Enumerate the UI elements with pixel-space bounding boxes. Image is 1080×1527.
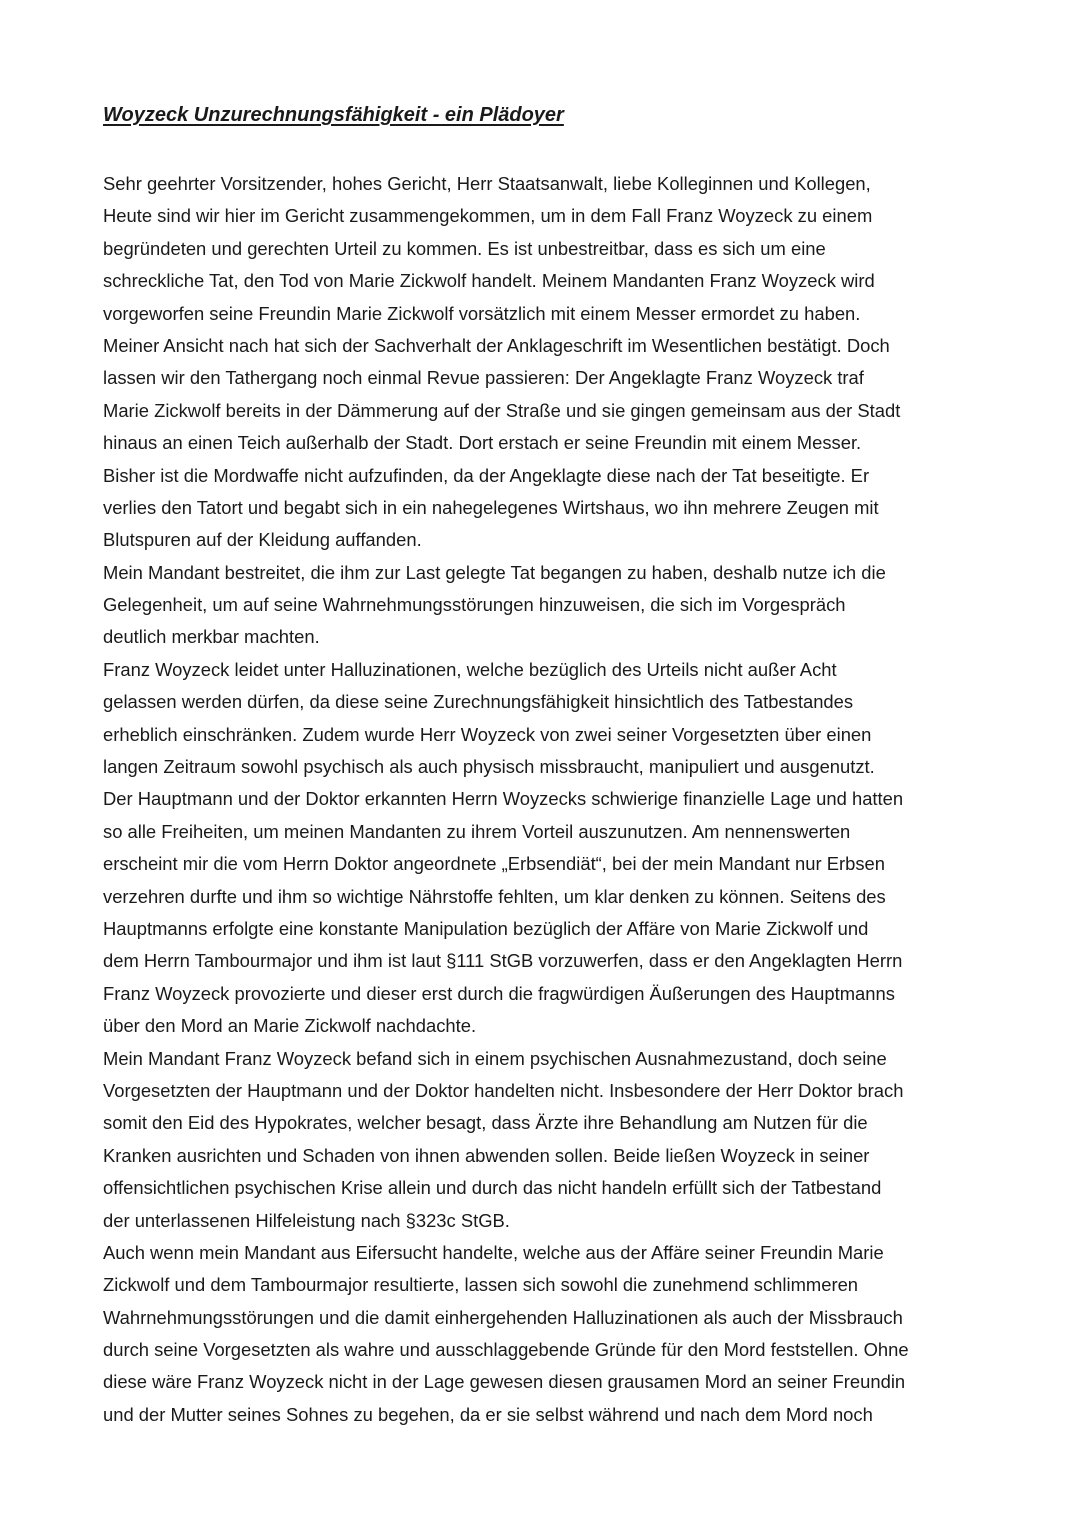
text-line: Sehr geehrter Vorsitzender, hohes Gericht, Herr Staatsanwalt, liebe Kolleginnen und Kollegen, (103, 173, 871, 194)
text-line: Franz Woyzeck provozierte und dieser erst durch die fragwürdigen Äußerungen des Hauptmanns (103, 982, 895, 1004)
text-line: der unterlassenen Hilfeleistung nach §323c StGB. (103, 1209, 510, 1231)
text-line: Kranken ausrichten und Schaden von ihnen abwenden sollen. Beide ließen Woyzeck in seiner (103, 1144, 870, 1166)
text-line: gelassen werden dürfen, da diese seine Zurechnungsfähigkeit hinsichtlich des Tatbestandes (103, 691, 854, 713)
document-body (103, 168, 993, 1431)
text-line: Mein Mandant Franz Woyzeck befand sich in einem psychischen Ausnahmezustand, doch seine (103, 1047, 887, 1069)
text-line: offensichtlichen psychischen Krise allein und durch das nicht handeln erfüllt sich der Tatbestand (103, 1177, 882, 1199)
text-line: diese wäre Franz Woyzeck nicht in der Lage gewesen diesen grausamen Mord an seiner Freundin (103, 1371, 906, 1393)
document-title: Woyzeck Unzurechnungsfähigkeit - ein Plädoyer (103, 104, 564, 126)
text-line: verzehren durfte und ihm so wichtige Nährstoffe fehlten, um klar denken zu können. Seitens des (103, 885, 886, 907)
text-line: Auch wenn mein Mandant aus Eifersucht handelte, welche aus der Affäre seiner Freundin Marie (103, 1241, 884, 1263)
text-line: somit den Eid des Hypokrates, welcher besagt, dass Ärzte ihre Behandlung am Nutzen für die (103, 1112, 868, 1134)
text-line: lassen wir den Tathergang noch einmal Revue passieren: Der Angeklagte Franz Woyzeck traf (103, 367, 864, 389)
text-line: erscheint mir die vom Herrn Doktor angeordnete „Erbsendiät“, bei der mein Mandant nur Erbsen (103, 853, 885, 875)
text-line: hinaus an einen Teich außerhalb der Stadt. Dort erstach er seine Freundin mit einem Messer. (103, 432, 862, 454)
text-line: erheblich einschränken. Zudem wurde Herr Woyzeck von zwei seiner Vorgesetzten über einen (103, 723, 872, 745)
text-line: Der Hauptmann und der Doktor erkannten Herrn Woyzecks schwierige finanzielle Lage und hatten (103, 788, 904, 810)
text-line: Bisher ist die Mordwaffe nicht aufzufinden, da der Angeklagte diese nach der Tat beseitigte. Er (103, 464, 870, 486)
text-line: Zickwolf und dem Tambourmajor resultierte, lassen sich sowohl die zunehmend schlimmeren (103, 1274, 859, 1296)
text-line: begründeten und gerechten Urteil zu kommen. Es ist unbestreitbar, dass es sich um eine (103, 237, 826, 259)
document-page (103, 100, 993, 1431)
text-line: vorgeworfen seine Freundin Marie Zickwolf vorsätzlich mit einem Messer ermordet zu haben. (103, 302, 861, 324)
text-line: Meiner Ansicht nach hat sich der Sachverhalt der Anklageschrift im Wesentlichen bestätigt. Doch (103, 334, 890, 356)
text-line: Franz Woyzeck leidet unter Halluzinationen, welche bezüglich des Urteils nicht außer Acht (103, 658, 837, 680)
text-line: Wahrnehmungsstörungen und die damit einhergehenden Halluzinationen als auch der Missbrauch (103, 1306, 903, 1328)
text-line: Heute sind wir hier im Gericht zusammengekommen, um in dem Fall Franz Woyzeck zu einem (103, 205, 873, 227)
text-line: Marie Zickwolf bereits in der Dämmerung auf der Straße und sie gingen gemeinsam aus der Stadt (103, 399, 901, 421)
text-line: Mein Mandant bestreitet, die ihm zur Last gelegte Tat begangen zu haben, deshalb nutze ich die (103, 561, 886, 583)
text-line: verlies den Tatort und begabt sich in ein nahegelegenes Wirtshaus, wo ihn mehrere Zeugen mit (103, 496, 879, 518)
text-line: langen Zeitraum sowohl psychisch als auch physisch missbraucht, manipuliert und ausgenutzt. (103, 756, 875, 778)
text-line: durch seine Vorgesetzten als wahre und ausschlaggebende Gründe für den Mord feststellen. Ohne (103, 1339, 909, 1361)
text-line: schreckliche Tat, den Tod von Marie Zickwolf handelt. Meinem Mandanten Franz Woyzeck wird (103, 270, 875, 292)
text-line: Blutspuren auf der Kleidung auffanden. (103, 529, 422, 551)
text-line: über den Mord an Marie Zickwolf nachdachte. (103, 1015, 477, 1037)
text-line: deutlich merkbar machten. (103, 626, 320, 648)
text-line: so alle Freiheiten, um meinen Mandanten zu ihrem Vorteil auszunutzen. Am nennenswerten (103, 820, 851, 842)
text-line: Vorgesetzten der Hauptmann und der Doktor handelten nicht. Insbesondere der Herr Doktor brach (103, 1079, 904, 1101)
text-line: und der Mutter seines Sohnes zu begehen, da er sie selbst während und nach dem Mord noch (103, 1403, 873, 1425)
text-line: Hauptmanns erfolgte eine konstante Manipulation bezüglich der Affäre von Marie Zickwolf und (103, 917, 869, 939)
text-line: Gelegenheit, um auf seine Wahrnehmungsstörungen hinzuweisen, die sich im Vorgespräch (103, 594, 846, 616)
text-line: dem Herrn Tambourmajor und ihm ist laut §111 StGB vorzuwerfen, dass er den Angeklagten Herrn (103, 950, 903, 972)
